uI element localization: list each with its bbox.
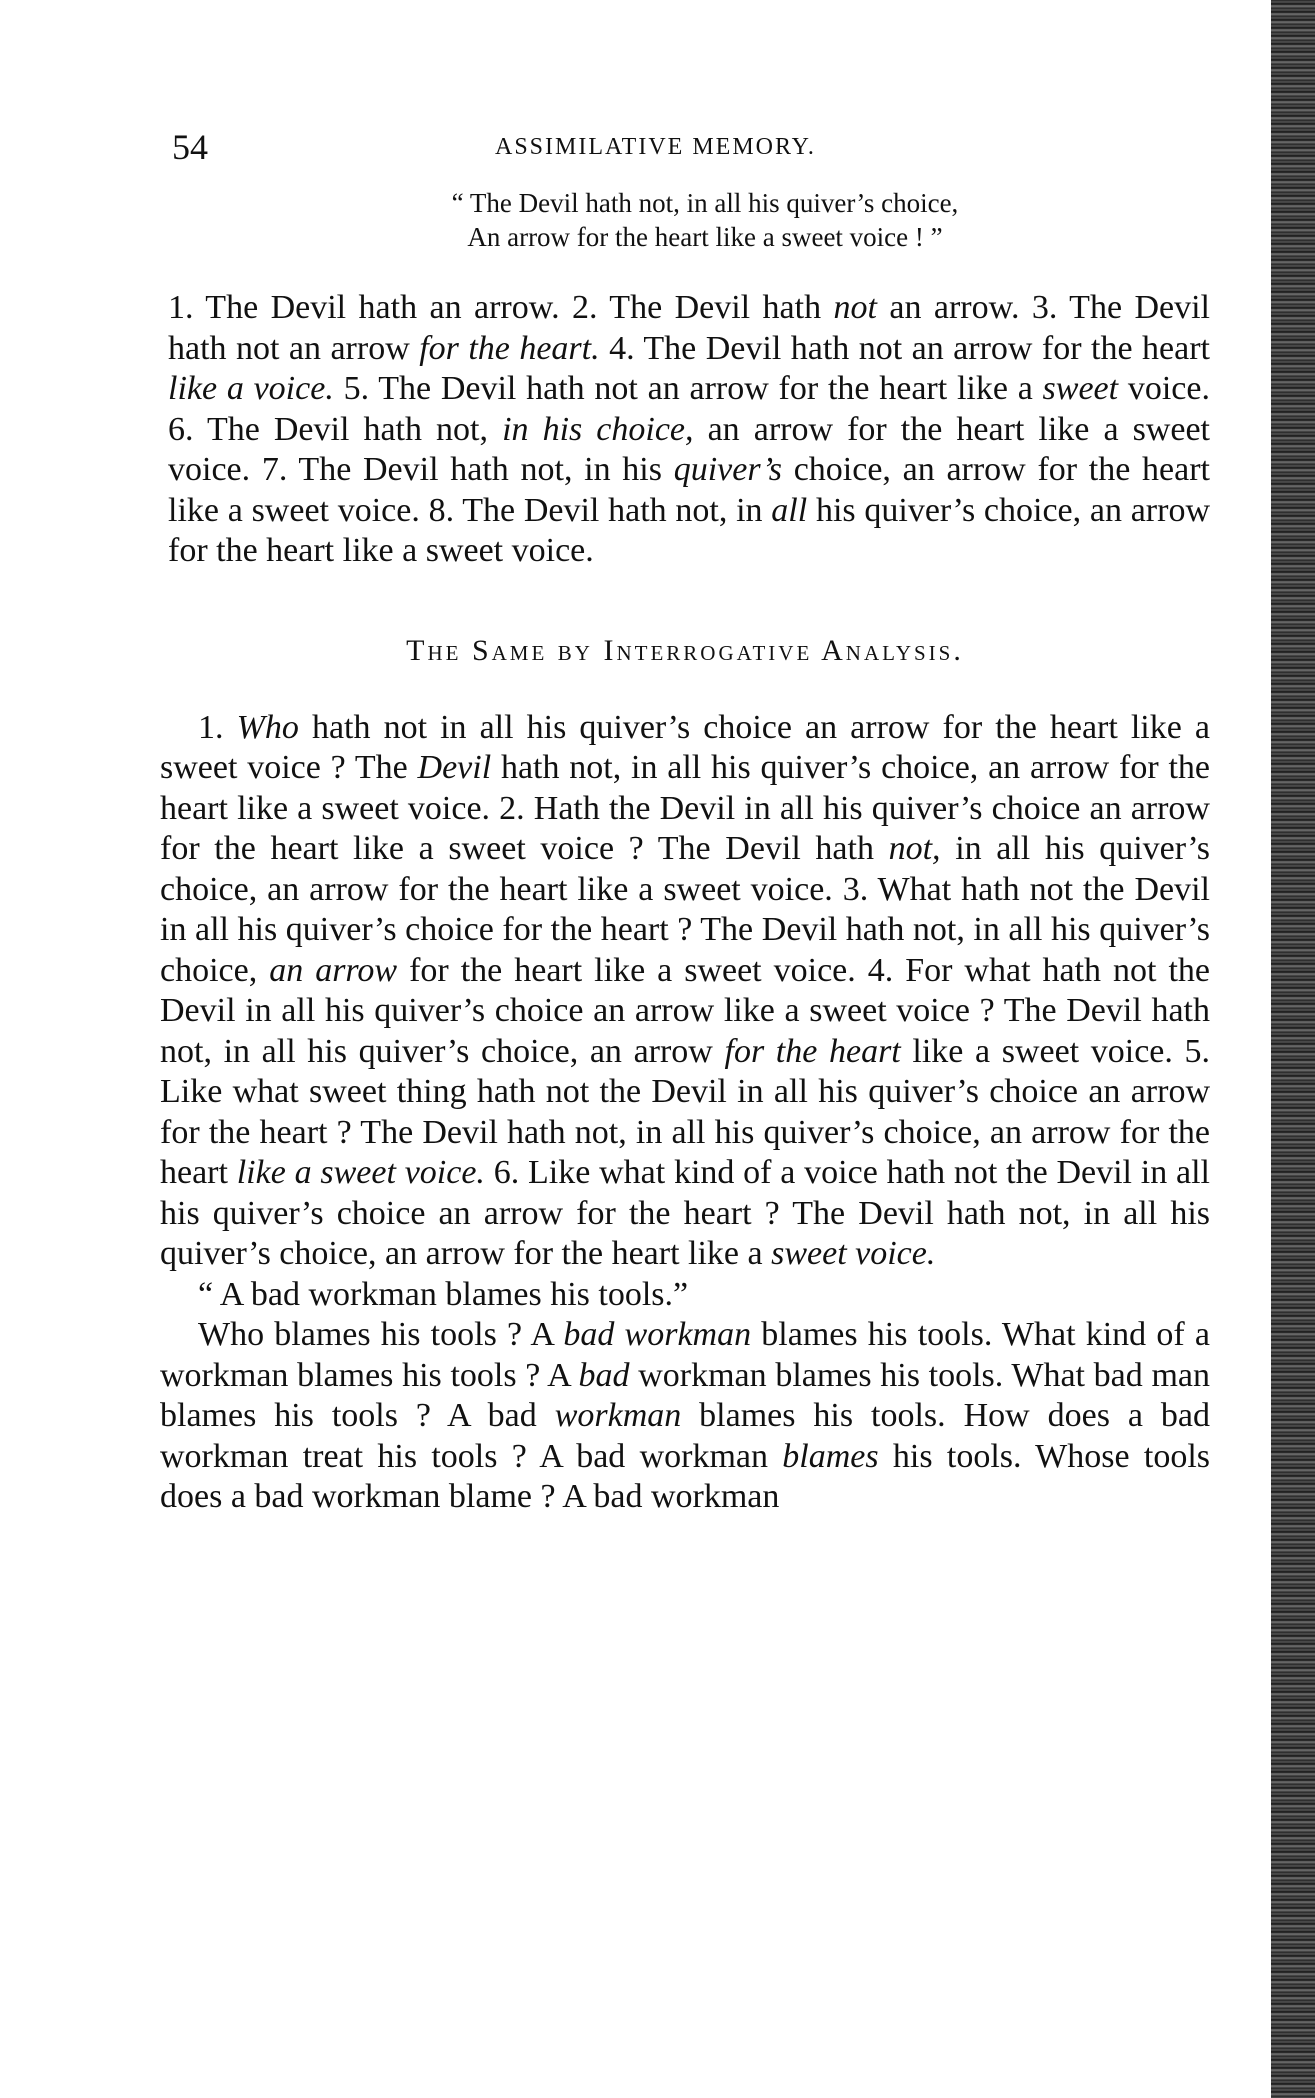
emphasis: quiver’s	[673, 451, 782, 488]
text-run: for the heart like a sweet voice. 4. For what hath not the Devil in all his quiver’s choice an arrow like a sweet voice ? The Devil hath not, in all his quiver’s choice, an arrow	[160, 951, 1211, 1070]
text-run: 6. Like what kind of a voice hath not the Devil in all his quiver’s choice an arrow for the heart ? The Devil hath not, in all his quiver’s choice, an arrow for the heart like a	[160, 1154, 1210, 1272]
text-run: in all his quiver’s choice, an arrow for the heart like a sweet voice. 3. What hath not the Devil in all his quiver’s choice for the heart ? The Devil hath not, in all his quiver’s choice,	[160, 830, 1210, 989]
text-run: hath not in all his quiver’s choice an arrow for the heart like a sweet voice ? The	[160, 708, 1211, 786]
emphasis: an arrow	[269, 951, 398, 989]
text-run: blames his tools. What kind of a workman blames his tools ? A	[160, 1316, 1211, 1394]
page-number: 54	[172, 127, 208, 167]
running-head: ASSIMILATIVE MEMORY.	[495, 134, 816, 160]
emphasis: bad workman	[563, 1316, 752, 1353]
emphasis: not,	[888, 830, 941, 867]
emphasis: sweet	[1042, 370, 1119, 407]
text-run: an arrow for the heart like a sweet voice. 7. The Devil hath not, in his	[168, 410, 1211, 488]
emphasis: for the heart.	[419, 329, 600, 367]
emphasis: like a voice.	[168, 370, 334, 407]
emphasis: Who	[236, 708, 299, 746]
text-run: his tools. Whose tools does a bad workman blame ? A bad workman	[160, 1437, 1210, 1515]
text-run: Who blames his tools ? A	[198, 1316, 564, 1353]
emphasis: workman	[554, 1397, 682, 1434]
section-heading: The Same by Interrogative Analysis.	[406, 633, 964, 667]
interrogative-paragraph	[160, 708, 1210, 1275]
emphasis: for the heart	[724, 1032, 901, 1070]
text-run: choice, an arrow for the heart like a sweet voice. 8. The Devil hath not, in	[168, 451, 1210, 529]
epigraph-line-1: “ The Devil hath not, in all his quiver’s choice,	[451, 188, 959, 218]
proverb-analysis-paragraph	[160, 1315, 1210, 1518]
emphasis: not	[833, 289, 877, 326]
text-run: hath not, in all his quiver’s choice, an arrow for the heart like a sweet voice. 2. Hath the Devil in all his quiver’s choice an arrow for the heart like a sweet voice ? The Devil hath	[160, 749, 1210, 867]
emphasis: blames	[782, 1437, 879, 1475]
text-run: 1.	[198, 708, 237, 746]
page-header	[160, 120, 1210, 170]
text-run: like a sweet voice. 5. Like what sweet thing hath not the Devil in all his quiver’s choice an arrow for the heart ? The Devil hath not, in all his quiver’s choice, an arrow for the heart	[160, 1032, 1211, 1191]
proverb: “ A bad workman blames his tools.”	[198, 1275, 689, 1313]
text-run: voice. 6. The Devil hath not,	[168, 370, 1210, 448]
emphasis: Devil	[417, 749, 492, 786]
expansion-paragraph	[160, 288, 1210, 572]
text-run: workman blames his tools. What bad man blames his tools ? A bad	[160, 1356, 1210, 1434]
page-edge-scan-shadow	[1271, 0, 1315, 2098]
text-run: his quiver’s choice, an arrow for the heart like a sweet voice.	[168, 491, 1211, 569]
interrogative-analysis	[160, 708, 1210, 1518]
text-run: blames his tools. How does a bad workman treat his tools ? A bad workman	[160, 1397, 1210, 1475]
epigraph-quote	[160, 186, 1210, 254]
emphasis: like a sweet voice.	[236, 1154, 485, 1191]
emphasis: in his choice,	[502, 410, 694, 448]
emphasis: bad	[578, 1356, 630, 1394]
text-run: 4. The Devil hath not an arrow for the heart	[599, 329, 1210, 367]
text-run: 1. The Devil hath an arrow. 2. The Devil hath	[168, 289, 834, 326]
text-run: 5. The Devil hath not an arrow for the heart like a	[333, 370, 1043, 407]
emphasis: all	[771, 491, 808, 529]
text-run: an arrow. 3. The Devil hath not an arrow	[168, 289, 1210, 367]
emphasis: sweet voice.	[771, 1235, 936, 1272]
book-page	[160, 120, 1210, 1518]
epigraph-line-2: An arrow for the heart like a sweet voice ! ”	[467, 222, 943, 252]
